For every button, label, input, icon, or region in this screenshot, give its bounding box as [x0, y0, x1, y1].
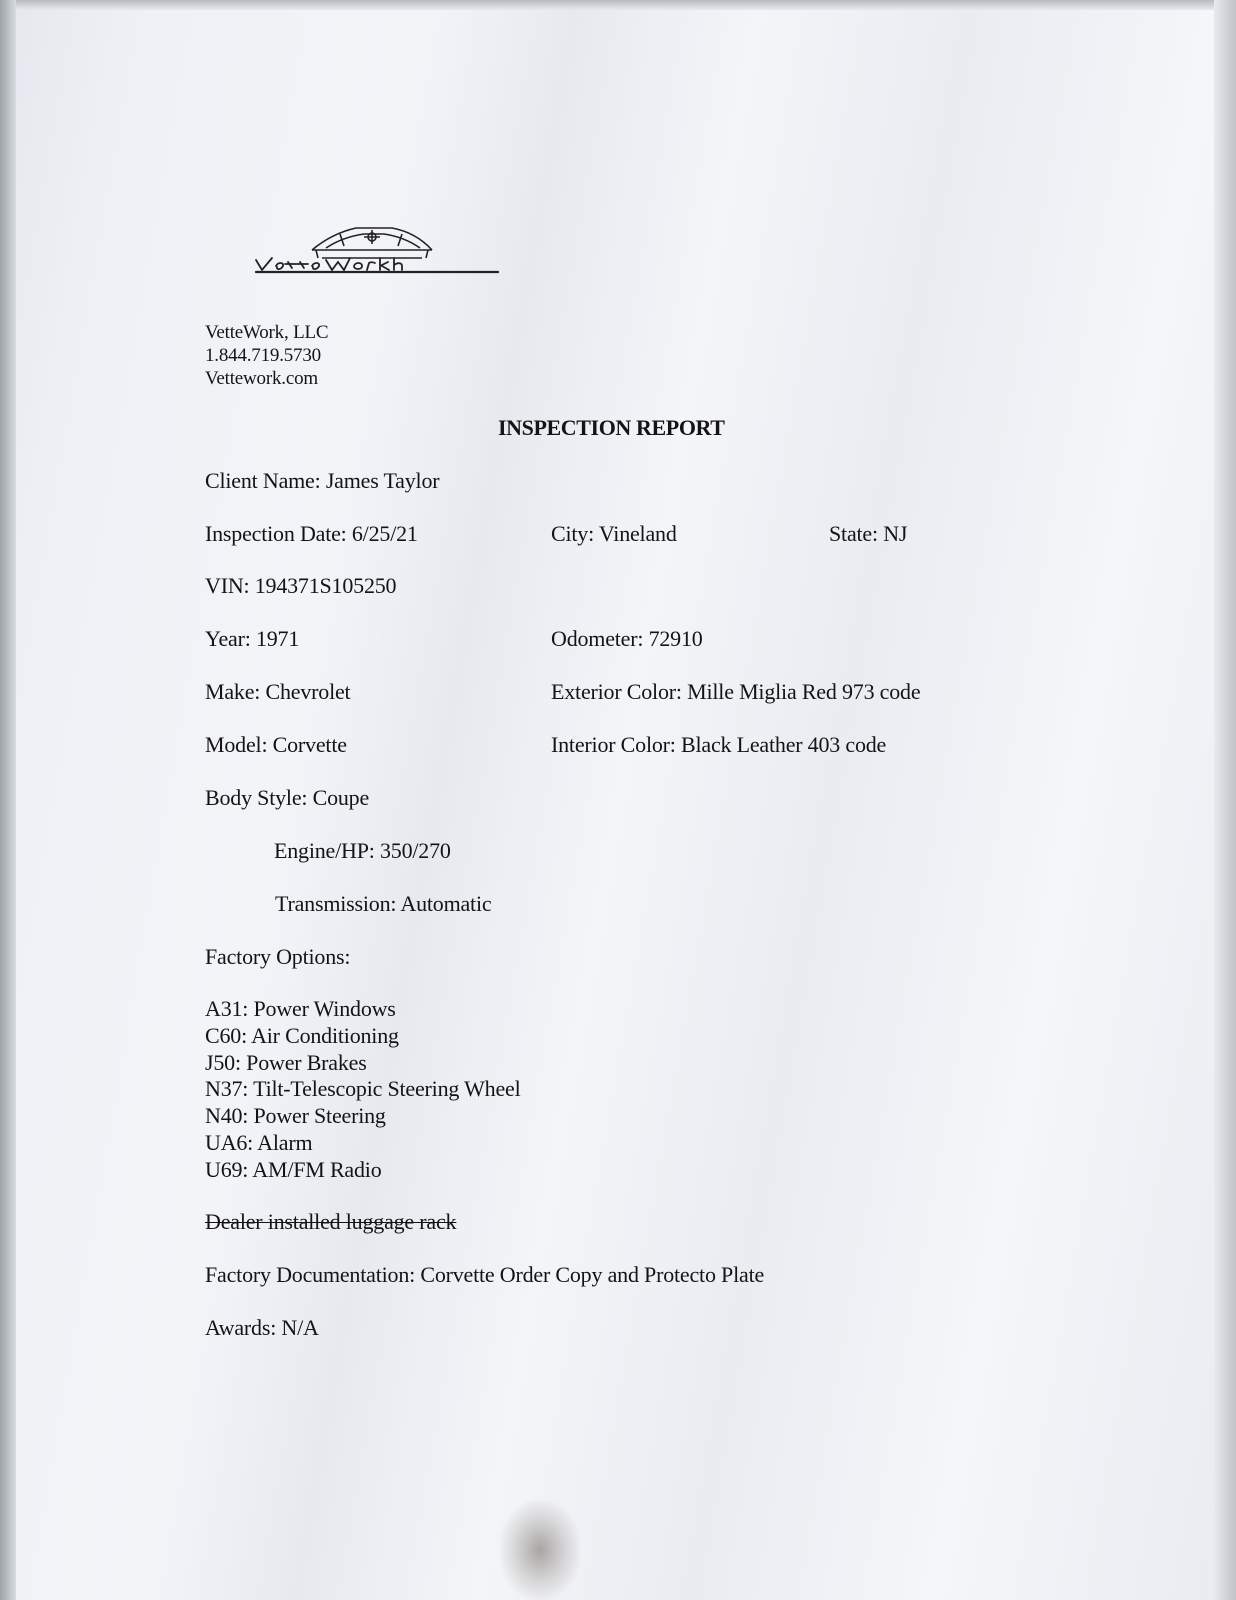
option-item: N40: Power Steering: [205, 1103, 386, 1128]
vettework-logo: [252, 222, 500, 276]
company-name: VetteWork, LLC: [205, 322, 329, 343]
option-item: A31: Power Windows: [205, 996, 396, 1021]
client-name: Client Name: James Taylor: [205, 468, 440, 493]
factory-documentation: Factory Documentation: Corvette Order Copy and Protecto Plate: [205, 1262, 765, 1287]
option-item: UA6: Alarm: [205, 1130, 313, 1155]
transmission: Transmission: Automatic: [275, 891, 492, 916]
inspection-date: Inspection Date: 6/25/21: [205, 521, 418, 546]
make: Make: Chevrolet: [205, 679, 351, 704]
dealer-note: Dealer installed luggage rack: [205, 1209, 457, 1234]
option-item: C60: Air Conditioning: [205, 1023, 399, 1048]
scan-edge-top: [0, 0, 1236, 10]
scan-edge-right: [1214, 0, 1236, 1600]
interior-color: Interior Color: Black Leather 403 code: [551, 732, 887, 757]
engine-hp: Engine/HP: 350/270: [274, 838, 451, 863]
option-item: N37: Tilt-Telescopic Steering Wheel: [205, 1076, 521, 1101]
company-website: Vettework.com: [205, 368, 318, 389]
awards: Awards: N/A: [205, 1315, 319, 1340]
vin: VIN: 194371S105250: [205, 573, 397, 598]
option-item: J50: Power Brakes: [205, 1050, 367, 1075]
state: State: NJ: [829, 521, 908, 546]
option-item: U69: AM/FM Radio: [205, 1157, 382, 1182]
odometer: Odometer: 72910: [551, 626, 703, 651]
ink-smudge: [500, 1500, 580, 1600]
model: Model: Corvette: [205, 732, 347, 757]
exterior-color: Exterior Color: Mille Miglia Red 973 code: [551, 679, 921, 704]
company-phone: 1.844.719.5730: [205, 345, 321, 366]
factory-options-heading: Factory Options:: [205, 944, 351, 969]
city: City: Vineland: [551, 521, 677, 546]
report-title: INSPECTION REPORT: [498, 415, 725, 440]
year: Year: 1971: [205, 626, 300, 651]
scan-edge-left: [0, 0, 16, 1600]
body-style: Body Style: Coupe: [205, 785, 370, 810]
